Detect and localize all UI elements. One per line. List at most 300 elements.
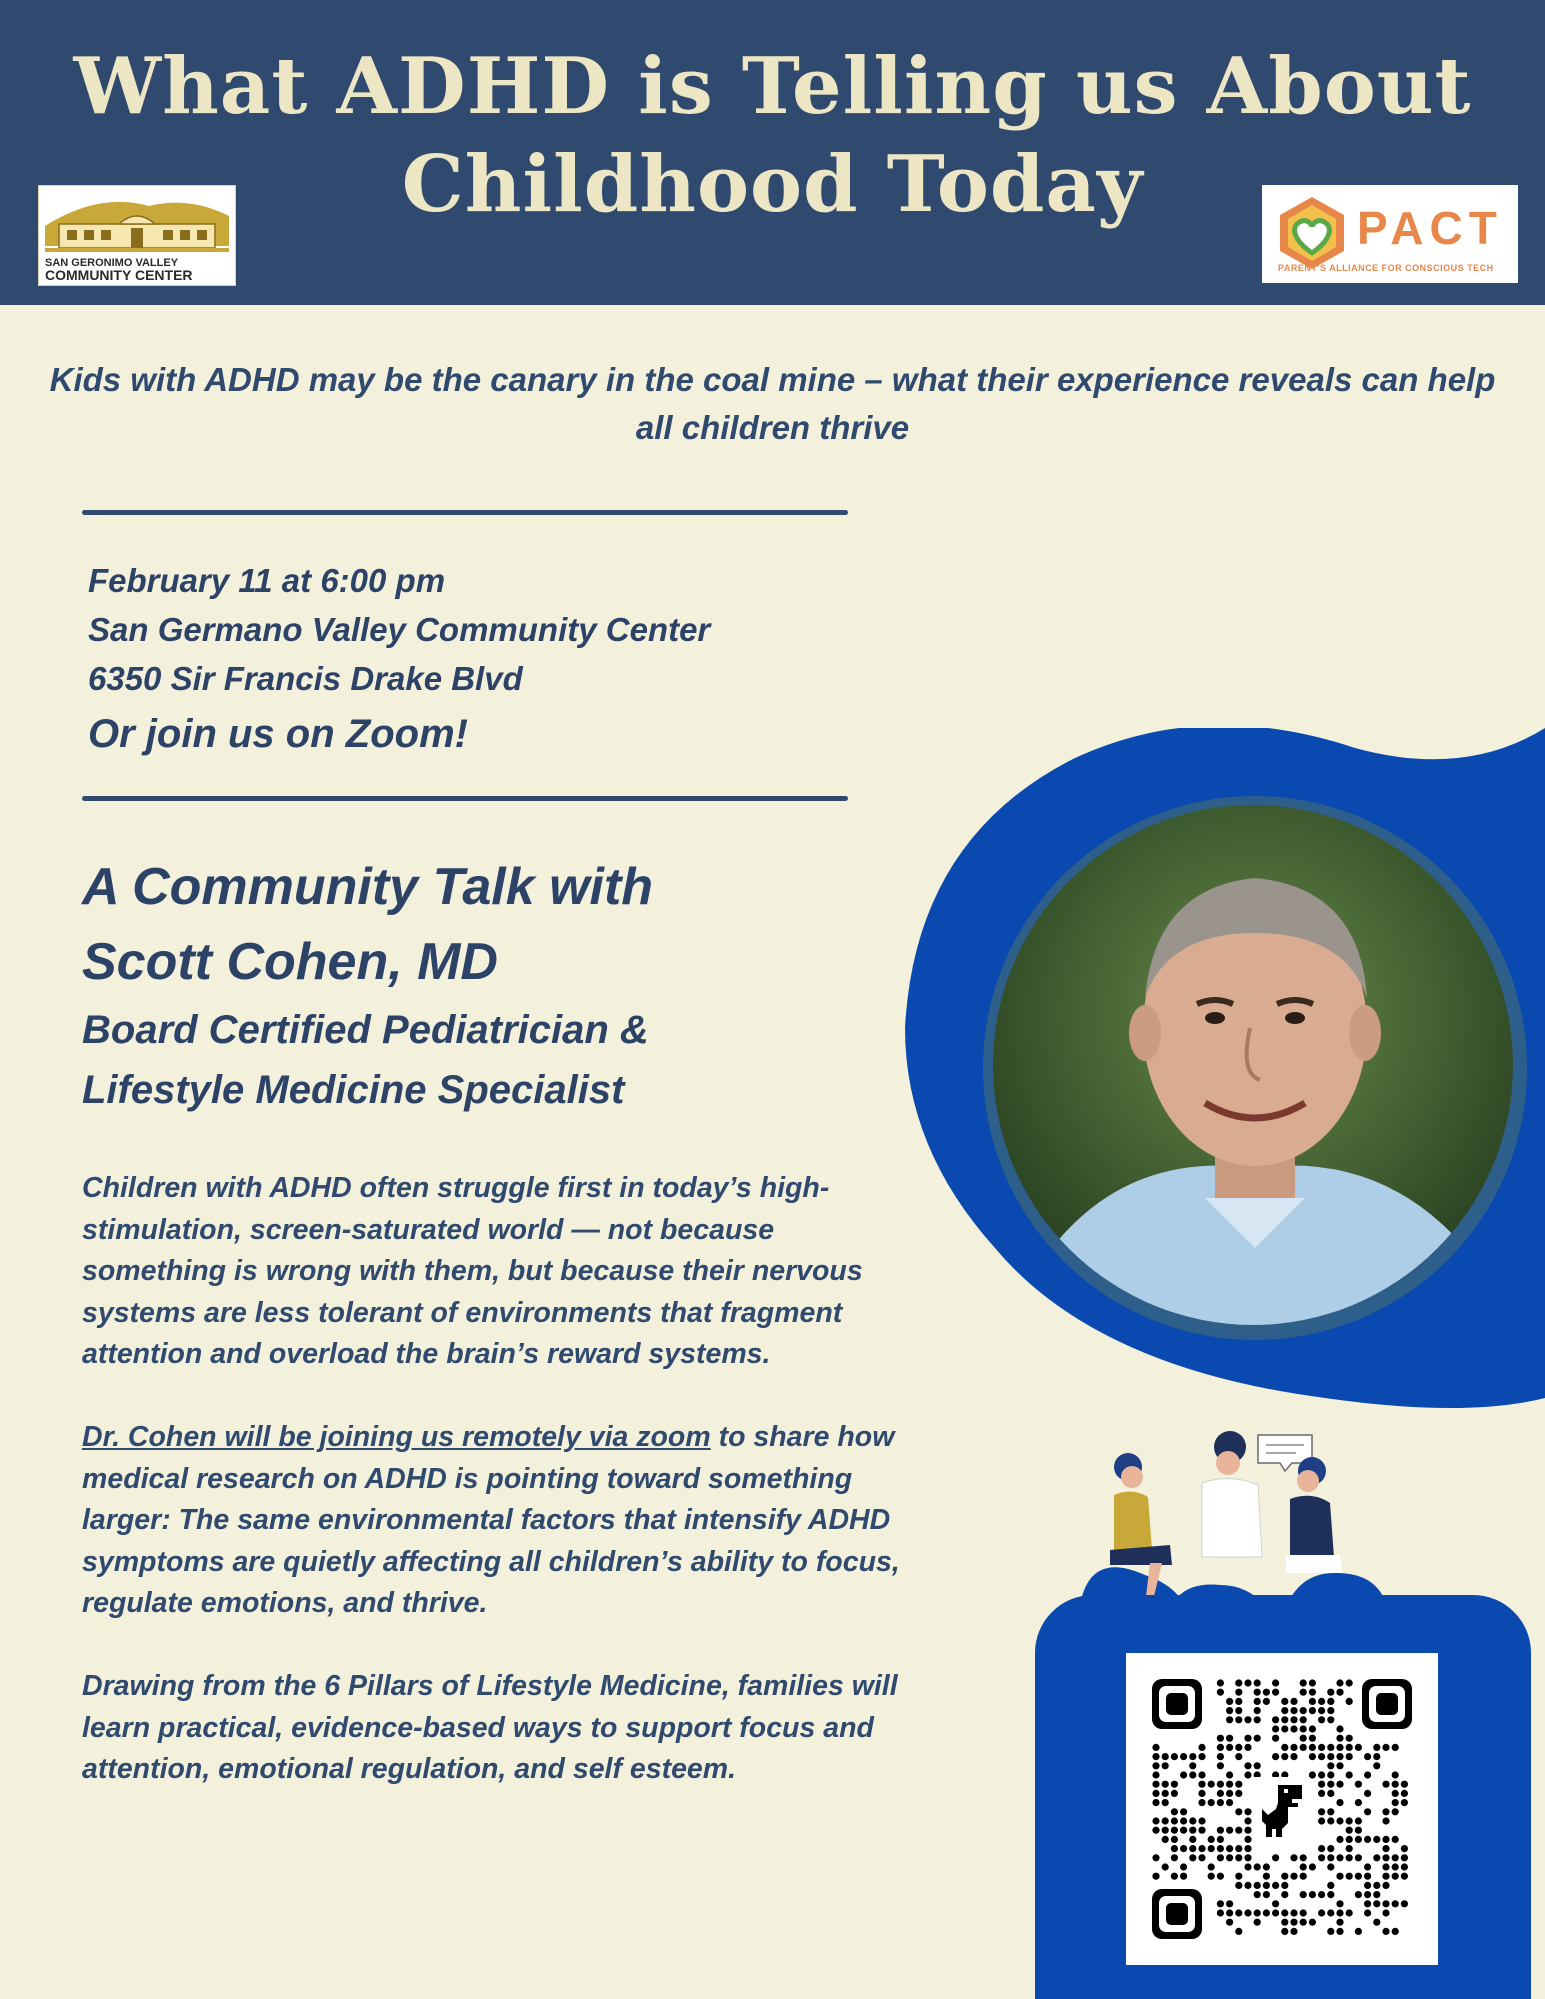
qr-module xyxy=(1382,1808,1389,1815)
qr-module xyxy=(1180,1845,1187,1852)
qr-module xyxy=(1254,1689,1261,1696)
qr-module xyxy=(1327,1762,1334,1769)
qr-module xyxy=(1152,1753,1159,1760)
title-line-1: What ADHD is Telling us About xyxy=(73,41,1472,132)
qr-module xyxy=(1290,1909,1297,1916)
qr-module xyxy=(1290,1698,1297,1705)
description-paragraph-2 xyxy=(82,1417,912,1625)
qr-module xyxy=(1254,1762,1261,1769)
qr-module xyxy=(1401,1900,1408,1907)
qr-module xyxy=(1300,1854,1307,1861)
qr-module xyxy=(1300,1735,1307,1742)
qr-module xyxy=(1281,1891,1288,1898)
qr-module xyxy=(1152,1854,1159,1861)
qr-module xyxy=(1152,1799,1159,1806)
qr-module xyxy=(1152,1771,1159,1778)
qr-module xyxy=(1198,1744,1205,1751)
qr-module xyxy=(1355,1928,1362,1935)
qr-module xyxy=(1281,1716,1288,1723)
qr-module xyxy=(1254,1716,1261,1723)
qr-module xyxy=(1171,1854,1178,1861)
qr-module xyxy=(1198,1827,1205,1834)
description-paragraph-1: Children with ADHD often struggle first in today’s high-stimulation, screen-saturated world — not because something is wrong with them, but because their nervous systems are less tolerant of environments that fragment attention and overload the brain’s reward systems. xyxy=(82,1172,863,1370)
qr-module xyxy=(1290,1854,1297,1861)
qr-module xyxy=(1235,1928,1242,1935)
pact-name: PACT xyxy=(1357,202,1503,254)
qr-module xyxy=(1217,1799,1224,1806)
qr-module xyxy=(1254,1891,1261,1898)
qr-module xyxy=(1346,1836,1353,1843)
qr-module xyxy=(1263,1863,1270,1870)
qr-module xyxy=(1226,1698,1233,1705)
qr-module xyxy=(1226,1790,1233,1797)
qr-module xyxy=(1364,1808,1371,1815)
qr-module xyxy=(1189,1845,1196,1852)
qr-module xyxy=(1373,1891,1380,1898)
qr-module xyxy=(1300,1891,1307,1898)
qr-module xyxy=(1346,1679,1353,1686)
qr-module xyxy=(1235,1698,1242,1705)
qr-module xyxy=(1180,1873,1187,1880)
qr-module xyxy=(1327,1817,1334,1824)
qr-module xyxy=(1217,1845,1224,1852)
qr-module xyxy=(1217,1836,1224,1843)
qr-module xyxy=(1281,1707,1288,1714)
qr-module xyxy=(1189,1753,1196,1760)
pact-subtitle: PARENT'S ALLIANCE FOR CONSCIOUS TECH xyxy=(1278,263,1494,273)
qr-module xyxy=(1327,1689,1334,1696)
qr-module xyxy=(1401,1873,1408,1880)
qr-module xyxy=(1327,1854,1334,1861)
qr-module xyxy=(1327,1781,1334,1788)
qr-module xyxy=(1300,1863,1307,1870)
qr-module xyxy=(1364,1836,1371,1843)
qr-module xyxy=(1318,1716,1325,1723)
qr-module xyxy=(1217,1873,1224,1880)
qr-module xyxy=(1336,1725,1343,1732)
qr-module xyxy=(1355,1873,1362,1880)
qr-module xyxy=(1300,1919,1307,1926)
qr-module xyxy=(1300,1725,1307,1732)
qr-module xyxy=(1364,1873,1371,1880)
qr-module xyxy=(1318,1817,1325,1824)
qr-module xyxy=(1346,1827,1353,1834)
logo-left-line1: SAN GERONIMO VALLEY xyxy=(45,257,179,269)
tagline: Kids with ADHD may be the canary in the coal mine – what their experience reveals can help all children thrive xyxy=(49,361,1496,446)
qr-module xyxy=(1392,1771,1399,1778)
qr-module xyxy=(1382,1900,1389,1907)
qr-module xyxy=(1355,1854,1362,1861)
qr-module xyxy=(1217,1854,1224,1861)
speaker-photo xyxy=(905,728,1545,1408)
qr-module xyxy=(1290,1919,1297,1926)
qr-module xyxy=(1152,1817,1159,1824)
qr-module xyxy=(1217,1735,1224,1742)
qr-module xyxy=(1309,1679,1316,1686)
qr-module xyxy=(1235,1744,1242,1751)
qr-module xyxy=(1382,1817,1389,1824)
qr-module xyxy=(1208,1873,1215,1880)
qr-module xyxy=(1290,1707,1297,1714)
qr-module xyxy=(1355,1781,1362,1788)
qr-module xyxy=(1309,1863,1316,1870)
qr-module xyxy=(1401,1799,1408,1806)
qr-module xyxy=(1235,1781,1242,1788)
qr-module xyxy=(1336,1781,1343,1788)
qr-module xyxy=(1336,1753,1343,1760)
qr-module xyxy=(1226,1827,1233,1834)
qr-module xyxy=(1235,1689,1242,1696)
qr-module xyxy=(1272,1679,1279,1686)
qr-module xyxy=(1226,1900,1233,1907)
qr-module xyxy=(1235,1679,1242,1686)
qr-module xyxy=(1327,1698,1334,1705)
qr-module xyxy=(1336,1799,1343,1806)
qr-module xyxy=(1162,1817,1169,1824)
qr-module xyxy=(1336,1873,1343,1880)
qr-module xyxy=(1309,1689,1316,1696)
qr-module xyxy=(1382,1928,1389,1935)
qr-module xyxy=(1244,1882,1251,1889)
qr-module xyxy=(1272,1854,1279,1861)
qr-module xyxy=(1336,1689,1343,1696)
qr-module xyxy=(1300,1716,1307,1723)
qr-module xyxy=(1327,1716,1334,1723)
qr-module xyxy=(1217,1753,1224,1760)
event-address: 6350 Sir Francis Drake Blvd xyxy=(88,660,523,697)
qr-module xyxy=(1244,1808,1251,1815)
qr-module xyxy=(1171,1873,1178,1880)
qr-module xyxy=(1300,1909,1307,1916)
qr-module xyxy=(1336,1909,1343,1916)
qr-module xyxy=(1327,1891,1334,1898)
qr-code[interactable] xyxy=(1126,1653,1438,1965)
qr-module xyxy=(1244,1854,1251,1861)
qr-module xyxy=(1309,1707,1316,1714)
qr-module xyxy=(1244,1762,1251,1769)
qr-module xyxy=(1217,1909,1224,1916)
qr-module xyxy=(1235,1716,1242,1723)
qr-module xyxy=(1392,1854,1399,1861)
qr-module xyxy=(1244,1845,1251,1852)
qr-module xyxy=(1309,1753,1316,1760)
qr-module xyxy=(1382,1845,1389,1852)
speaker-name: Scott Cohen, MD xyxy=(82,933,498,991)
qr-module xyxy=(1226,1744,1233,1751)
header-banner xyxy=(0,0,1545,305)
qr-module xyxy=(1382,1863,1389,1870)
san-geronimo-valley-logo xyxy=(38,185,236,286)
description-paragraph-2-rest: to share how medical research on ADHD is pointing toward something larger: The same environmental factors that intensify ADHD symptoms are quietly affecting all children’s ability to focus, regulate emotions, and thrive. xyxy=(82,1421,900,1619)
qr-module xyxy=(1152,1873,1159,1880)
qr-module xyxy=(1346,1854,1353,1861)
qr-module xyxy=(1162,1790,1169,1797)
qr-module xyxy=(1281,1882,1288,1889)
qr-module xyxy=(1272,1900,1279,1907)
qr-module xyxy=(1327,1909,1334,1916)
qr-module xyxy=(1226,1919,1233,1926)
remote-zoom-note: Dr. Cohen will be joining us remotely via zoom xyxy=(82,1421,711,1453)
qr-module xyxy=(1336,1919,1343,1926)
qr-module xyxy=(1327,1928,1334,1935)
qr-module xyxy=(1208,1781,1215,1788)
qr-module xyxy=(1401,1845,1408,1852)
qr-module xyxy=(1318,1845,1325,1852)
qr-module xyxy=(1327,1707,1334,1714)
event-zoom-note: Or join us on Zoom! xyxy=(88,712,468,756)
qr-module xyxy=(1309,1891,1316,1898)
qr-module xyxy=(1189,1836,1196,1843)
dinosaur-icon xyxy=(1254,1777,1310,1841)
qr-module xyxy=(1235,1808,1242,1815)
qr-module xyxy=(1254,1863,1261,1870)
qr-module xyxy=(1254,1919,1261,1926)
qr-module xyxy=(1180,1863,1187,1870)
qr-module xyxy=(1198,1817,1205,1824)
qr-module xyxy=(1364,1900,1371,1907)
qr-module xyxy=(1226,1799,1233,1806)
description xyxy=(82,1168,912,1832)
qr-module xyxy=(1382,1781,1389,1788)
divider-bottom xyxy=(82,796,848,801)
qr-module xyxy=(1171,1753,1178,1760)
qr-module xyxy=(1382,1909,1389,1916)
qr-module xyxy=(1281,1873,1288,1880)
qr-module xyxy=(1318,1808,1325,1815)
qr-module xyxy=(1208,1863,1215,1870)
qr-module xyxy=(1327,1744,1334,1751)
qr-module xyxy=(1152,1744,1159,1751)
qr-module xyxy=(1235,1827,1242,1834)
qr-module xyxy=(1373,1919,1380,1926)
qr-module xyxy=(1171,1836,1178,1843)
qr-module xyxy=(1318,1891,1325,1898)
divider-top xyxy=(82,510,848,515)
qr-module xyxy=(1244,1836,1251,1843)
qr-module xyxy=(1346,1753,1353,1760)
qr-module xyxy=(1401,1790,1408,1797)
qr-module xyxy=(1290,1725,1297,1732)
qr-module xyxy=(1327,1771,1334,1778)
qr-module xyxy=(1327,1882,1334,1889)
qr-module xyxy=(1254,1735,1261,1742)
qr-module xyxy=(1152,1781,1159,1788)
qr-module xyxy=(1198,1854,1205,1861)
qr-module xyxy=(1392,1873,1399,1880)
qr-module xyxy=(1244,1716,1251,1723)
qr-module xyxy=(1226,1909,1233,1916)
qr-module xyxy=(1346,1771,1353,1778)
qr-module xyxy=(1309,1735,1316,1742)
qr-module xyxy=(1355,1799,1362,1806)
qr-module xyxy=(1217,1790,1224,1797)
qr-module xyxy=(1171,1827,1178,1834)
qr-module xyxy=(1208,1799,1215,1806)
qr-module xyxy=(1263,1689,1270,1696)
qr-module xyxy=(1180,1827,1187,1834)
speaker-credentials-line1: Board Certified Pediatrician & xyxy=(82,1008,649,1052)
pact-logo xyxy=(1262,185,1518,283)
qr-module xyxy=(1392,1781,1399,1788)
speaker-photo-frame xyxy=(905,728,1545,1408)
qr-module xyxy=(1254,1882,1261,1889)
community-center-building-icon xyxy=(39,186,235,256)
qr-module xyxy=(1318,1753,1325,1760)
qr-module xyxy=(1254,1679,1261,1686)
qr-module xyxy=(1254,1698,1261,1705)
logo-left-line2: COMMUNITY CENTER xyxy=(45,267,193,283)
qr-module xyxy=(1318,1781,1325,1788)
qr-module xyxy=(1171,1845,1178,1852)
qr-module xyxy=(1346,1744,1353,1751)
qr-module xyxy=(1300,1744,1307,1751)
qr-module xyxy=(1318,1771,1325,1778)
qr-module xyxy=(1373,1762,1380,1769)
qr-module xyxy=(1180,1808,1187,1815)
qr-module xyxy=(1327,1790,1334,1797)
qr-module xyxy=(1300,1707,1307,1714)
qr-module xyxy=(1235,1707,1242,1714)
qr-module xyxy=(1272,1689,1279,1696)
qr-module xyxy=(1392,1808,1399,1815)
qr-module xyxy=(1336,1735,1343,1742)
qr-module xyxy=(1235,1753,1242,1760)
qr-module xyxy=(1336,1928,1343,1935)
qr-module xyxy=(1318,1707,1325,1714)
speaker-credentials-line2: Lifestyle Medicine Specialist xyxy=(82,1068,625,1112)
logo-left-text xyxy=(45,257,231,281)
qr-module xyxy=(1162,1863,1169,1870)
qr-module xyxy=(1373,1900,1380,1907)
qr-module xyxy=(1217,1827,1224,1834)
talk-heading xyxy=(82,850,902,1120)
qr-module xyxy=(1382,1882,1389,1889)
event-venue: San Germano Valley Community Center xyxy=(88,611,711,648)
qr-module xyxy=(1336,1817,1343,1824)
qr-module xyxy=(1272,1716,1279,1723)
qr-module xyxy=(1346,1873,1353,1880)
qr-module xyxy=(1235,1854,1242,1861)
description-paragraph-3: Drawing from the 6 Pillars of Lifestyle Medicine, families will learn practical, evidence-based ways to support focus and attention, emotional regulation, and self esteem. xyxy=(82,1670,898,1785)
event-details xyxy=(88,556,888,765)
qr-module xyxy=(1309,1919,1316,1926)
qr-module xyxy=(1327,1845,1334,1852)
qr-module xyxy=(1346,1817,1353,1824)
qr-module xyxy=(1364,1891,1371,1898)
qr-module xyxy=(1355,1827,1362,1834)
qr-module xyxy=(1373,1854,1380,1861)
qr-module xyxy=(1189,1771,1196,1778)
qr-module xyxy=(1162,1836,1169,1843)
qr-module xyxy=(1401,1854,1408,1861)
qr-module xyxy=(1272,1725,1279,1732)
qr-module xyxy=(1198,1790,1205,1797)
qr-module xyxy=(1226,1854,1233,1861)
qr-module xyxy=(1318,1744,1325,1751)
qr-module xyxy=(1309,1725,1316,1732)
qr-module xyxy=(1162,1753,1169,1760)
qr-module xyxy=(1235,1790,1242,1797)
qr-module xyxy=(1392,1744,1399,1751)
qr-module xyxy=(1226,1735,1233,1742)
qr-module xyxy=(1272,1882,1279,1889)
qr-module xyxy=(1180,1753,1187,1760)
qr-module xyxy=(1364,1790,1371,1797)
qr-module xyxy=(1263,1891,1270,1898)
qr-module xyxy=(1171,1790,1178,1797)
qr-module xyxy=(1189,1762,1196,1769)
qr-module xyxy=(1300,1873,1307,1880)
qr-module xyxy=(1263,1882,1270,1889)
qr-module xyxy=(1355,1817,1362,1824)
qr-module xyxy=(1382,1854,1389,1861)
qr-module xyxy=(1217,1900,1224,1907)
qr-module xyxy=(1318,1909,1325,1916)
qr-module xyxy=(1244,1863,1251,1870)
qr-module xyxy=(1235,1882,1242,1889)
qr-module xyxy=(1263,1909,1270,1916)
qr-module xyxy=(1244,1817,1251,1824)
qr-module xyxy=(1263,1698,1270,1705)
qr-module xyxy=(1281,1753,1288,1760)
qr-module xyxy=(1226,1771,1233,1778)
qr-module xyxy=(1336,1836,1343,1843)
qr-module xyxy=(1226,1707,1233,1714)
qr-module xyxy=(1300,1689,1307,1696)
qr-module xyxy=(1392,1790,1399,1797)
qr-module xyxy=(1364,1909,1371,1916)
qr-module xyxy=(1208,1836,1215,1843)
qr-module xyxy=(1346,1909,1353,1916)
qr-module xyxy=(1198,1781,1205,1788)
qr-module xyxy=(1217,1781,1224,1788)
qr-module xyxy=(1336,1679,1343,1686)
qr-module xyxy=(1281,1928,1288,1935)
qr-module xyxy=(1162,1781,1169,1788)
qr-module xyxy=(1336,1762,1343,1769)
qr-module xyxy=(1226,1716,1233,1723)
qr-module xyxy=(1290,1753,1297,1760)
qr-module xyxy=(1189,1817,1196,1824)
qr-module xyxy=(1217,1679,1224,1686)
heart-hexagon-icon xyxy=(1272,193,1352,273)
qr-module xyxy=(1309,1698,1316,1705)
qr-module xyxy=(1290,1928,1297,1935)
qr-module xyxy=(1373,1836,1380,1843)
qr-module xyxy=(1327,1753,1334,1760)
qr-module xyxy=(1180,1771,1187,1778)
qr-module xyxy=(1281,1919,1288,1926)
qr-module xyxy=(1281,1725,1288,1732)
qr-module xyxy=(1226,1781,1233,1788)
qr-module xyxy=(1217,1744,1224,1751)
qr-module xyxy=(1244,1679,1251,1686)
qr-module xyxy=(1364,1882,1371,1889)
qr-module xyxy=(1309,1744,1316,1751)
qr-module xyxy=(1382,1744,1389,1751)
qr-module xyxy=(1198,1845,1205,1852)
qr-module xyxy=(1208,1845,1215,1852)
qr-code-graphic xyxy=(1126,1653,1438,1965)
qr-module xyxy=(1281,1909,1288,1916)
qr-module xyxy=(1336,1854,1343,1861)
qr-module xyxy=(1254,1707,1261,1714)
qr-module xyxy=(1217,1762,1224,1769)
qr-module xyxy=(1373,1753,1380,1760)
qr-module xyxy=(1272,1753,1279,1760)
qr-module xyxy=(1392,1836,1399,1843)
qr-module xyxy=(1162,1827,1169,1834)
